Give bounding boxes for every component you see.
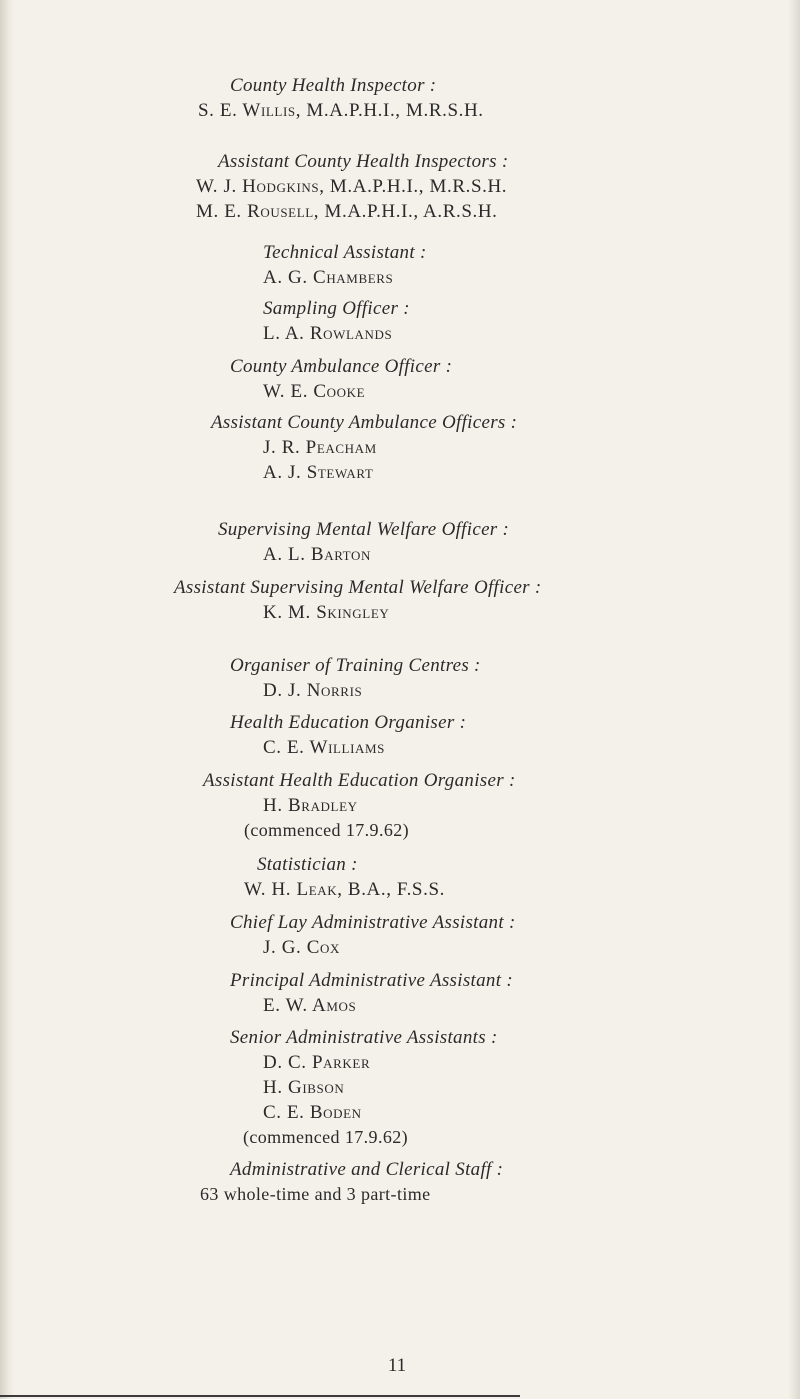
staff-name: J. R. Peacham (263, 437, 377, 458)
entry-assistant-supervising-mental-welfare-officer (174, 575, 542, 625)
staff-note: (commenced 17.9.62) (243, 1127, 409, 1147)
role-title: County Ambulance Officer : (230, 356, 453, 377)
role-title: Sampling Officer : (263, 298, 410, 319)
staff-name: C. E. Boden (263, 1102, 362, 1123)
entry-technical-assistant (263, 240, 427, 290)
staff-note: (commenced 17.9.62) (244, 820, 410, 840)
staff-name: W. H. Leak, B.A., F.S.S. (244, 879, 445, 900)
entry-statistician (244, 852, 445, 902)
staff-name: W. E. Cooke (263, 381, 366, 402)
staff-name: M. E. Rousell, M.A.P.H.I., A.R.S.H. (196, 201, 498, 222)
staff-note: 63 whole-time and 3 part-time (200, 1184, 431, 1204)
role-title: Assistant County Ambulance Officers : (211, 412, 518, 433)
role-title: Assistant Health Education Organiser : (203, 770, 516, 791)
page-number-text: 11 (387, 1355, 407, 1376)
role-title: Assistant County Health Inspectors : (218, 151, 509, 172)
entry-chief-lay-administrative-assistant (230, 910, 516, 960)
role-title: Technical Assistant : (263, 242, 427, 263)
role-title: Administrative and Clerical Staff : (230, 1159, 504, 1180)
role-title: County Health Inspector : (230, 75, 437, 96)
staff-name: S. E. Willis, M.A.P.H.I., M.R.S.H. (198, 100, 484, 121)
bottom-rule (0, 1395, 520, 1397)
staff-name: W. J. Hodgkins, M.A.P.H.I., M.R.S.H. (196, 176, 508, 197)
staff-name: H. Gibson (263, 1077, 345, 1098)
staff-name: J. G. Cox (263, 937, 340, 958)
staff-name: H. Bradley (263, 795, 358, 816)
entry-principal-administrative-assistant (230, 968, 513, 1018)
role-title: Chief Lay Administrative Assistant : (230, 912, 516, 933)
entry-organiser-of-training-centres (230, 653, 481, 703)
role-title: Organiser of Training Centres : (230, 655, 481, 676)
staff-name: A. L. Barton (263, 544, 371, 565)
role-title: Senior Administrative Assistants : (230, 1027, 498, 1048)
staff-name: A. G. Chambers (263, 267, 394, 288)
role-title: Principal Administrative Assistant : (230, 970, 513, 991)
staff-name: D. C. Parker (263, 1052, 371, 1073)
staff-name: K. M. Skingley (263, 602, 390, 623)
staff-name: E. W. Amos (263, 995, 357, 1016)
entry-senior-administrative-assistants (230, 1025, 498, 1150)
entry-assistant-county-health-inspectors (196, 149, 509, 224)
entry-assistant-county-ambulance-officers (211, 410, 517, 485)
entry-sampling-officer (263, 296, 410, 346)
staff-name: A. J. Stewart (263, 462, 374, 483)
entry-county-health-inspector (198, 73, 484, 123)
entry-county-ambulance-officer (230, 354, 452, 404)
entry-health-education-organiser (230, 710, 466, 760)
role-title: Supervising Mental Welfare Officer : (218, 519, 510, 540)
staff-name: L. A. Rowlands (263, 323, 393, 344)
role-title: Statistician : (257, 854, 358, 875)
role-title: Assistant Supervising Mental Welfare Officer : (174, 577, 542, 598)
role-title: Health Education Organiser : (230, 712, 467, 733)
entry-administrative-and-clerical-staff (200, 1157, 504, 1207)
entry-supervising-mental-welfare-officer (218, 517, 509, 567)
page-number (0, 1355, 800, 1377)
staff-name: D. J. Norris (263, 680, 363, 701)
staff-name: C. E. Williams (263, 737, 385, 758)
entry-assistant-health-education-organiser (203, 768, 516, 843)
